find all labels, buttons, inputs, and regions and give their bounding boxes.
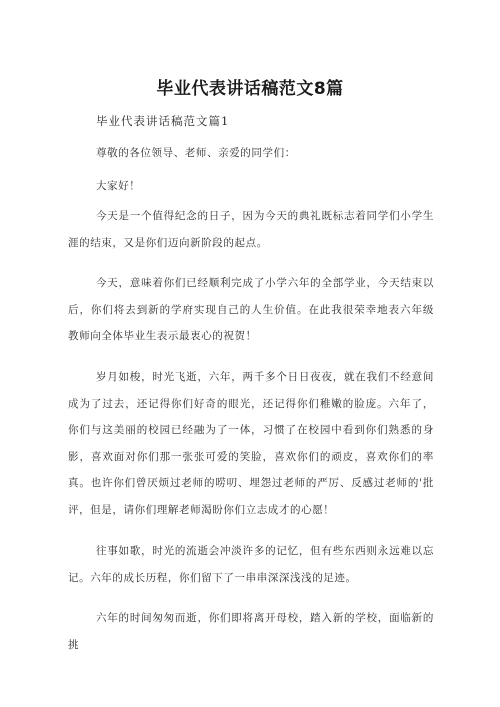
- paragraph-greeting: 尊敬的各位领导、老师、亲爱的同学们：: [96, 147, 296, 159]
- paragraph-congratulations: 今天，意味着你们已经顺利完成了小学六年的全部学业，今天结束以后，你们将去到新的学府实现自己的人生价值。在此我很荣幸地表六年级教师向全体毕业生表示最衷心的祝贺！: [68, 277, 434, 342]
- paragraph-intro: 今天是一个值得纪念的日子，因为今天的典礼既标志着同学们小学生涯的结束，又是你们迈向新阶段的起点。: [68, 210, 434, 249]
- paragraph-hello: 大家好！: [96, 180, 141, 192]
- document-title: 毕业代表讲话稿范文8篇: [156, 79, 344, 99]
- document-subtitle: 毕业代表讲话稿范文篇1: [96, 114, 230, 128]
- paragraph-memories: 岁月如梭，时光飞逝，六年，两千多个日日夜夜，就在我们不经意间成为了过去，还记得你们好奇的眼光，还记得你们稚嫩的脸庞。六年了，你们与这美丽的校园已经融为了一体，习惯了在校园中看到你们熟悉的身影，喜欢面对你们那一张张可爱的笑脸，喜欢你们的顽皮，喜欢你们的率真。也许你们曾厌烦过老师的唠叨、埋怨过老师的严厉、反感过老师的'批评，但是，请你们理解老师渴盼你们立志成才的心愿！: [68, 371, 434, 516]
- paragraph-past: 往事如歌，时光的流逝会冲淡许多的记忆，但有些东西则永远难以忘记。六年的成长历程，你们留下了一串串深深浅浅的足迹。: [68, 545, 434, 584]
- paragraph-farewell: 六年的时间匆匆而逝，你们即将离开母校，踏入新的学校，面临新的挑: [68, 612, 434, 651]
